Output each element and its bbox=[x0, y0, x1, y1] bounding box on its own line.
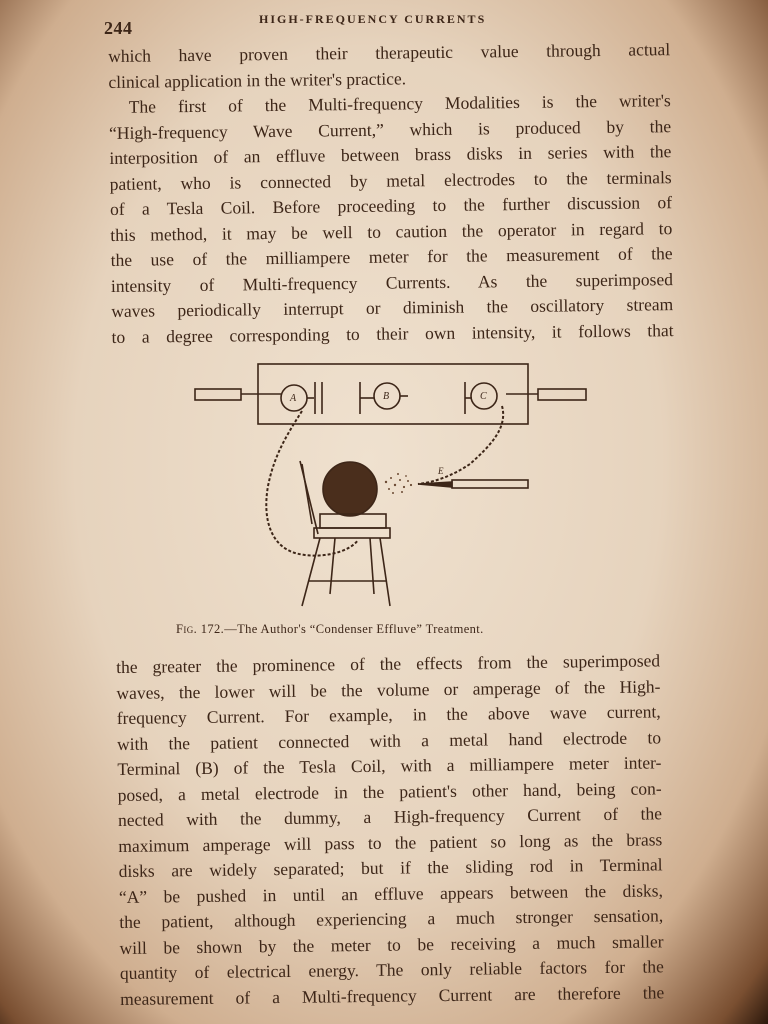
left-rod bbox=[195, 389, 241, 400]
label-c: C bbox=[480, 391, 487, 402]
figure-caption-text: —The Author's “Condenser Effluve” Treatment. bbox=[224, 622, 484, 636]
text-line: the greater the prominence of the effects from the superimposed bbox=[116, 650, 661, 677]
figure-caption bbox=[176, 622, 484, 637]
text-line: the patient, although experiencing a much stronger sensation, bbox=[119, 905, 664, 932]
text-line: waves, the lower will be the volume or amperage of the High- bbox=[116, 675, 661, 703]
text-line: to a degree corresponding to their own intensity, it follows that bbox=[111, 319, 674, 347]
text-line: with the patient connected with a metal hand electrode to bbox=[116, 726, 662, 754]
text-line: intensity of Multi-frequency Currents. As the superimposed bbox=[110, 268, 674, 296]
text-line: disks are widely separated; but if the sliding rod in Terminal bbox=[118, 854, 663, 881]
label-e: E bbox=[438, 466, 444, 476]
text-line: patient, who is connected by metal electrodes to the terminals bbox=[109, 166, 672, 194]
text-line: posed, a metal electrode in the patient's other hand, being con- bbox=[117, 777, 662, 805]
text-line: “High-frequency Wave Current,” which is produced by the bbox=[108, 115, 672, 143]
page-number: 244 bbox=[104, 18, 133, 38]
text-line: will be shown by the meter to be receiving a much smaller bbox=[119, 930, 664, 958]
text-line: which have proven their therapeutic value through actual bbox=[108, 39, 671, 66]
treatment-illustration bbox=[190, 356, 590, 610]
top-paragraph bbox=[108, 37, 674, 350]
right-rod bbox=[538, 389, 586, 400]
text-line: waves periodically interrupt or diminish the oscillatory stream bbox=[111, 294, 674, 321]
text-line: interposition of an effluve between brass disks in series with the bbox=[109, 141, 672, 168]
patient-head bbox=[323, 462, 377, 516]
text-line: “A” be pushed in until an effluve appears between the disks, bbox=[118, 879, 664, 907]
text-line: Terminal (B) of the Tesla Coil, with a milliampere meter inter- bbox=[117, 752, 662, 779]
figure-label: Fig. 172. bbox=[176, 622, 225, 636]
text-line: clinical application in the writer's practice. bbox=[108, 67, 407, 92]
electrode-handle bbox=[452, 480, 528, 488]
label-b: B bbox=[383, 391, 390, 402]
text-line: this method, it may be well to caution the operator in regard to bbox=[110, 217, 673, 245]
text-line: of a Tesla Coil. Before proceeding to the further discussion of bbox=[109, 192, 673, 219]
text-line: measurement of a Multi-frequency Current are therefore the bbox=[120, 981, 665, 1009]
effluve-spray bbox=[385, 473, 412, 494]
running-head: HIGH-FREQUENCY CURRENTS bbox=[259, 12, 487, 26]
chair-seat bbox=[314, 528, 390, 538]
cord-right bbox=[418, 406, 503, 484]
text-line: maximum amperage will pass to the patient so long as the brass bbox=[118, 828, 663, 856]
bottom-paragraph bbox=[116, 648, 664, 1012]
text-line: the use of the milliampere meter for the measurement of the bbox=[110, 243, 673, 270]
chair-leg bbox=[302, 538, 320, 606]
page-header bbox=[104, 12, 514, 42]
label-a: A bbox=[290, 393, 297, 404]
text-line: nected with the dummy, a High-frequency Current of the bbox=[117, 803, 663, 830]
text-line: quantity of electrical energy. The only reliable factors for the bbox=[119, 956, 664, 983]
text-line: The first of the Multi-frequency Modalities is the writer's bbox=[128, 90, 671, 117]
text-line: frequency Current. For example, in the above wave current, bbox=[116, 701, 661, 728]
chair-leg bbox=[380, 538, 390, 606]
